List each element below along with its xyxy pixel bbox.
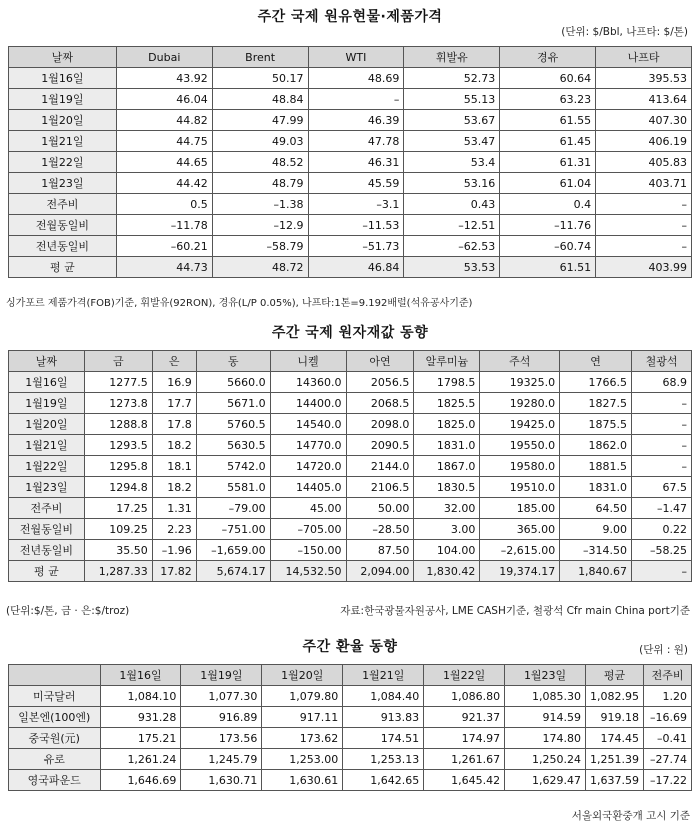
table-cell: –28.50 [346, 519, 414, 540]
table-cell: 916.89 [181, 707, 262, 728]
table-cell: 44.73 [116, 257, 212, 278]
fx-header-cell: 1월22일 [424, 665, 505, 686]
row-label: 1월22일 [9, 456, 85, 477]
table-cell: 60.64 [500, 68, 596, 89]
table-cell: 14360.0 [270, 372, 346, 393]
table-cell: 109.25 [84, 519, 152, 540]
table-cell: 16.9 [152, 372, 196, 393]
table-cell: 1,645.42 [424, 770, 505, 791]
table-row [9, 728, 692, 749]
table-row [9, 215, 692, 236]
fx-header-cell: 전주비 [644, 665, 692, 686]
table-cell: 1766.5 [560, 372, 632, 393]
table-cell: 1,250.24 [505, 749, 586, 770]
table-cell: 173.62 [262, 728, 343, 749]
table-cell: –60.21 [116, 236, 212, 257]
table-cell: –751.00 [196, 519, 270, 540]
table-cell: 1,086.80 [424, 686, 505, 707]
table-cell: 45.59 [308, 173, 404, 194]
table-cell: 921.37 [424, 707, 505, 728]
table-row [9, 257, 692, 278]
table-cell: – [632, 393, 692, 414]
table-row [9, 498, 692, 519]
table-cell: 5760.5 [196, 414, 270, 435]
table-cell: 3.00 [414, 519, 480, 540]
oil-header-cell: 날짜 [9, 47, 117, 68]
table-cell: –1.96 [152, 540, 196, 561]
table-cell: –11.53 [308, 215, 404, 236]
table-cell: 5630.5 [196, 435, 270, 456]
table-cell: 5,674.17 [196, 561, 270, 582]
table-row [9, 770, 692, 791]
table-cell: 403.71 [596, 173, 692, 194]
table-cell: 9.00 [560, 519, 632, 540]
table-cell: 61.04 [500, 173, 596, 194]
table-row [9, 456, 692, 477]
fx-header-cell: 1월19일 [181, 665, 262, 686]
table-cell: –27.74 [644, 749, 692, 770]
table-row [9, 393, 692, 414]
table-cell: 1,084.40 [343, 686, 424, 707]
table-cell: 917.11 [262, 707, 343, 728]
metal-price-table [8, 350, 692, 582]
table-cell: –62.53 [404, 236, 500, 257]
table-cell: 0.5 [116, 194, 212, 215]
table-cell: 1294.8 [84, 477, 152, 498]
table-cell: 1,079.80 [262, 686, 343, 707]
metal-source-note: 자료:한국광물자원공사, LME CASH기준, 철광석 Cfr main China port기준 [340, 605, 690, 617]
table-cell: 50.00 [346, 498, 414, 519]
metal-header-cell: 알루미늄 [414, 351, 480, 372]
table-cell: 17.82 [152, 561, 196, 582]
metal-header-cell: 날짜 [9, 351, 85, 372]
table-cell: 44.82 [116, 110, 212, 131]
table-row [9, 540, 692, 561]
table-cell: 2,094.00 [346, 561, 414, 582]
table-row [9, 561, 692, 582]
table-cell: 2144.0 [346, 456, 414, 477]
row-label: 영국파운드 [9, 770, 101, 791]
table-cell: 1288.8 [84, 414, 152, 435]
table-row [9, 372, 692, 393]
row-label: 전주비 [9, 194, 117, 215]
table-cell: 61.31 [500, 152, 596, 173]
table-cell: 395.53 [596, 68, 692, 89]
table-cell: 2068.5 [346, 393, 414, 414]
table-cell: –314.50 [560, 540, 632, 561]
table-cell: 18.2 [152, 477, 196, 498]
table-row [9, 89, 692, 110]
row-label: 1월23일 [9, 173, 117, 194]
row-label: 전년동일비 [9, 540, 85, 561]
table-cell: 1,251.39 [586, 749, 644, 770]
table-cell: 46.84 [308, 257, 404, 278]
table-cell: 14540.0 [270, 414, 346, 435]
table-cell: –51.73 [308, 236, 404, 257]
table-cell: –17.22 [644, 770, 692, 791]
oil-header-cell: WTI [308, 47, 404, 68]
table-cell: 64.50 [560, 498, 632, 519]
table-cell: 18.1 [152, 456, 196, 477]
table-cell: 19550.0 [480, 435, 560, 456]
table-cell: – [632, 435, 692, 456]
row-label: 1월16일 [9, 372, 85, 393]
table-cell: 1,253.13 [343, 749, 424, 770]
table-cell: 1,085.30 [505, 686, 586, 707]
table-cell: –1,659.00 [196, 540, 270, 561]
oil-price-table [8, 46, 692, 278]
table-cell: 1,253.00 [262, 749, 343, 770]
table-cell: 17.7 [152, 393, 196, 414]
row-label: 전년동일비 [9, 236, 117, 257]
fx-header-cell: 1월20일 [262, 665, 343, 686]
table-cell: – [632, 561, 692, 582]
table-cell: 5742.0 [196, 456, 270, 477]
table-cell: 19325.0 [480, 372, 560, 393]
table-row [9, 194, 692, 215]
table-cell: 48.69 [308, 68, 404, 89]
table-cell: 47.99 [212, 110, 308, 131]
oil-header-cell: 휘발유 [404, 47, 500, 68]
table-cell: 1,261.67 [424, 749, 505, 770]
table-cell: 175.21 [100, 728, 181, 749]
table-cell: 48.79 [212, 173, 308, 194]
table-cell: 19425.0 [480, 414, 560, 435]
fx-header-cell: 1월21일 [343, 665, 424, 686]
table-cell: –2,615.00 [480, 540, 560, 561]
table-cell: 19280.0 [480, 393, 560, 414]
table-cell: 1875.5 [560, 414, 632, 435]
fx-unit: (단위 : 원) [639, 644, 688, 656]
table-cell: 49.03 [212, 131, 308, 152]
table-cell: 406.19 [596, 131, 692, 152]
table-cell: 17.25 [84, 498, 152, 519]
table-cell: 53.53 [404, 257, 500, 278]
table-cell: 35.50 [84, 540, 152, 561]
metal-header-cell: 금 [84, 351, 152, 372]
table-cell: –58.79 [212, 236, 308, 257]
table-cell: 14720.0 [270, 456, 346, 477]
fx-header-cell [9, 665, 101, 686]
table-cell: 17.8 [152, 414, 196, 435]
row-label: 평 균 [9, 257, 117, 278]
fx-title: 주간 환율 동향 [302, 639, 398, 655]
table-cell: 1830.5 [414, 477, 480, 498]
table-cell: 48.84 [212, 89, 308, 110]
table-cell: 1,287.33 [84, 561, 152, 582]
table-cell: 1,646.69 [100, 770, 181, 791]
table-cell: 19580.0 [480, 456, 560, 477]
row-label: 1월20일 [9, 110, 117, 131]
table-cell: –11.76 [500, 215, 596, 236]
row-label: 1월22일 [9, 152, 117, 173]
table-cell: 1825.5 [414, 393, 480, 414]
table-row [9, 173, 692, 194]
table-cell: –1.47 [632, 498, 692, 519]
table-cell: 1827.5 [560, 393, 632, 414]
table-row [9, 152, 692, 173]
table-row [9, 435, 692, 456]
table-row [9, 236, 692, 257]
table-cell: 44.65 [116, 152, 212, 173]
table-cell: 1,630.61 [262, 770, 343, 791]
table-cell: 1.31 [152, 498, 196, 519]
row-label: 1월20일 [9, 414, 85, 435]
table-cell: 1,637.59 [586, 770, 644, 791]
table-cell: 1831.0 [414, 435, 480, 456]
table-cell: 1,077.30 [181, 686, 262, 707]
table-cell: 48.52 [212, 152, 308, 173]
table-cell: –0.41 [644, 728, 692, 749]
table-cell: 104.00 [414, 540, 480, 561]
row-label: 유로 [9, 749, 101, 770]
table-row [9, 707, 692, 728]
table-cell: 53.16 [404, 173, 500, 194]
table-cell: 67.5 [632, 477, 692, 498]
table-cell: 2.23 [152, 519, 196, 540]
table-cell: 87.50 [346, 540, 414, 561]
table-cell: 174.51 [343, 728, 424, 749]
table-cell: 1,629.47 [505, 770, 586, 791]
table-cell: 19510.0 [480, 477, 560, 498]
fx-source: 서울외국환중개 고시 기준 [571, 810, 690, 822]
table-cell: 0.22 [632, 519, 692, 540]
table-cell: 14405.0 [270, 477, 346, 498]
table-cell: 1.20 [644, 686, 692, 707]
table-cell: 403.99 [596, 257, 692, 278]
table-cell: 1825.0 [414, 414, 480, 435]
oil-title: 주간 국제 원유현물·제품가격 [257, 9, 443, 25]
table-cell: 1,245.79 [181, 749, 262, 770]
metal-header-cell: 동 [196, 351, 270, 372]
table-cell: 52.73 [404, 68, 500, 89]
table-cell: 1867.0 [414, 456, 480, 477]
table-cell: 1,261.24 [100, 749, 181, 770]
table-cell: 5581.0 [196, 477, 270, 498]
table-cell: 44.42 [116, 173, 212, 194]
table-cell: 18.2 [152, 435, 196, 456]
table-row [9, 414, 692, 435]
table-cell: – [596, 215, 692, 236]
table-cell: –11.78 [116, 215, 212, 236]
fx-header-cell: 평균 [586, 665, 644, 686]
table-cell: 1,082.95 [586, 686, 644, 707]
table-cell: 174.97 [424, 728, 505, 749]
table-cell: 173.56 [181, 728, 262, 749]
row-label: 1월16일 [9, 68, 117, 89]
table-row [9, 131, 692, 152]
table-cell: – [632, 414, 692, 435]
table-cell: 53.4 [404, 152, 500, 173]
row-label: 전월동일비 [9, 215, 117, 236]
row-label: 미국달러 [9, 686, 101, 707]
table-cell: –60.74 [500, 236, 596, 257]
table-cell: –705.00 [270, 519, 346, 540]
row-label: 1월19일 [9, 89, 117, 110]
metal-header-cell: 철광석 [632, 351, 692, 372]
table-row [9, 519, 692, 540]
oil-header-cell: Brent [212, 47, 308, 68]
table-row [9, 749, 692, 770]
table-cell: 1,840.67 [560, 561, 632, 582]
table-cell: 1277.5 [84, 372, 152, 393]
table-cell: –16.69 [644, 707, 692, 728]
table-cell: –79.00 [196, 498, 270, 519]
metal-header-cell: 연 [560, 351, 632, 372]
table-cell: 5660.0 [196, 372, 270, 393]
table-cell: – [308, 89, 404, 110]
table-cell: 63.23 [500, 89, 596, 110]
table-cell: 2106.5 [346, 477, 414, 498]
oil-header-cell: Dubai [116, 47, 212, 68]
row-label: 평 균 [9, 561, 85, 582]
table-cell: 1881.5 [560, 456, 632, 477]
table-cell: 55.13 [404, 89, 500, 110]
table-cell: 61.45 [500, 131, 596, 152]
metal-header-cell: 아연 [346, 351, 414, 372]
table-cell: 19,374.17 [480, 561, 560, 582]
metal-header-cell: 주석 [480, 351, 560, 372]
table-cell: 45.00 [270, 498, 346, 519]
table-cell: –150.00 [270, 540, 346, 561]
table-cell: – [596, 194, 692, 215]
table-cell: 46.04 [116, 89, 212, 110]
table-row [9, 110, 692, 131]
metal-header-cell: 은 [152, 351, 196, 372]
table-cell: –58.25 [632, 540, 692, 561]
table-row [9, 477, 692, 498]
table-cell: 47.78 [308, 131, 404, 152]
table-cell: 61.55 [500, 110, 596, 131]
row-label: 1월21일 [9, 435, 85, 456]
table-cell: –12.51 [404, 215, 500, 236]
table-cell: 1798.5 [414, 372, 480, 393]
table-cell: 43.92 [116, 68, 212, 89]
table-cell: 53.67 [404, 110, 500, 131]
table-cell: 931.28 [100, 707, 181, 728]
table-cell: 919.18 [586, 707, 644, 728]
table-cell: – [632, 456, 692, 477]
table-cell: –12.9 [212, 215, 308, 236]
table-cell: 46.39 [308, 110, 404, 131]
fx-header-cell: 1월23일 [505, 665, 586, 686]
table-cell: 1,830.42 [414, 561, 480, 582]
table-cell: 61.51 [500, 257, 596, 278]
table-cell: 407.30 [596, 110, 692, 131]
table-cell: 174.45 [586, 728, 644, 749]
oil-unit: (단위: $/Bbl, 나프타: $/톤) [561, 26, 688, 38]
table-cell: 50.17 [212, 68, 308, 89]
table-cell: 174.80 [505, 728, 586, 749]
oil-header-cell: 경유 [500, 47, 596, 68]
table-cell: 14770.0 [270, 435, 346, 456]
table-cell: 1,084.10 [100, 686, 181, 707]
table-cell: 0.4 [500, 194, 596, 215]
table-cell: 1862.0 [560, 435, 632, 456]
table-cell: 413.64 [596, 89, 692, 110]
table-row [9, 686, 692, 707]
table-cell: 14400.0 [270, 393, 346, 414]
table-cell: 44.75 [116, 131, 212, 152]
table-row [9, 68, 692, 89]
table-cell: 48.72 [212, 257, 308, 278]
table-cell: –3.1 [308, 194, 404, 215]
table-cell: 913.83 [343, 707, 424, 728]
table-cell: 1295.8 [84, 456, 152, 477]
row-label: 1월21일 [9, 131, 117, 152]
table-cell: 2056.5 [346, 372, 414, 393]
table-cell: 0.43 [404, 194, 500, 215]
table-cell: 1,630.71 [181, 770, 262, 791]
metal-title: 주간 국제 원자재값 동향 [271, 325, 429, 341]
table-cell: 2090.5 [346, 435, 414, 456]
oil-header-cell: 나프타 [596, 47, 692, 68]
fx-table [8, 664, 692, 791]
table-cell: – [596, 236, 692, 257]
table-cell: 14,532.50 [270, 561, 346, 582]
table-cell: 68.9 [632, 372, 692, 393]
row-label: 1월23일 [9, 477, 85, 498]
row-label: 일본엔(100엔) [9, 707, 101, 728]
table-cell: –1.38 [212, 194, 308, 215]
table-cell: 5671.0 [196, 393, 270, 414]
table-cell: 185.00 [480, 498, 560, 519]
table-cell: 1831.0 [560, 477, 632, 498]
table-cell: 1273.8 [84, 393, 152, 414]
table-cell: 32.00 [414, 498, 480, 519]
table-cell: 914.59 [505, 707, 586, 728]
row-label: 전월동일비 [9, 519, 85, 540]
metal-header-cell: 니켈 [270, 351, 346, 372]
table-cell: 1293.5 [84, 435, 152, 456]
table-cell: 365.00 [480, 519, 560, 540]
table-cell: 46.31 [308, 152, 404, 173]
table-cell: 405.83 [596, 152, 692, 173]
oil-note: 싱가포르 제품가격(FOB)기준, 휘발유(92RON), 경유(L/P 0.05%), 나프타:1톤=9.192배럴(석유공사기준) [6, 298, 473, 309]
row-label: 중국원(元) [9, 728, 101, 749]
row-label: 1월19일 [9, 393, 85, 414]
table-cell: 53.47 [404, 131, 500, 152]
metal-unit-note: (단위:$/톤, 금 · 은:$/troz) [6, 605, 130, 617]
row-label: 전주비 [9, 498, 85, 519]
table-cell: 1,642.65 [343, 770, 424, 791]
table-cell: 2098.0 [346, 414, 414, 435]
fx-header-cell: 1월16일 [100, 665, 181, 686]
